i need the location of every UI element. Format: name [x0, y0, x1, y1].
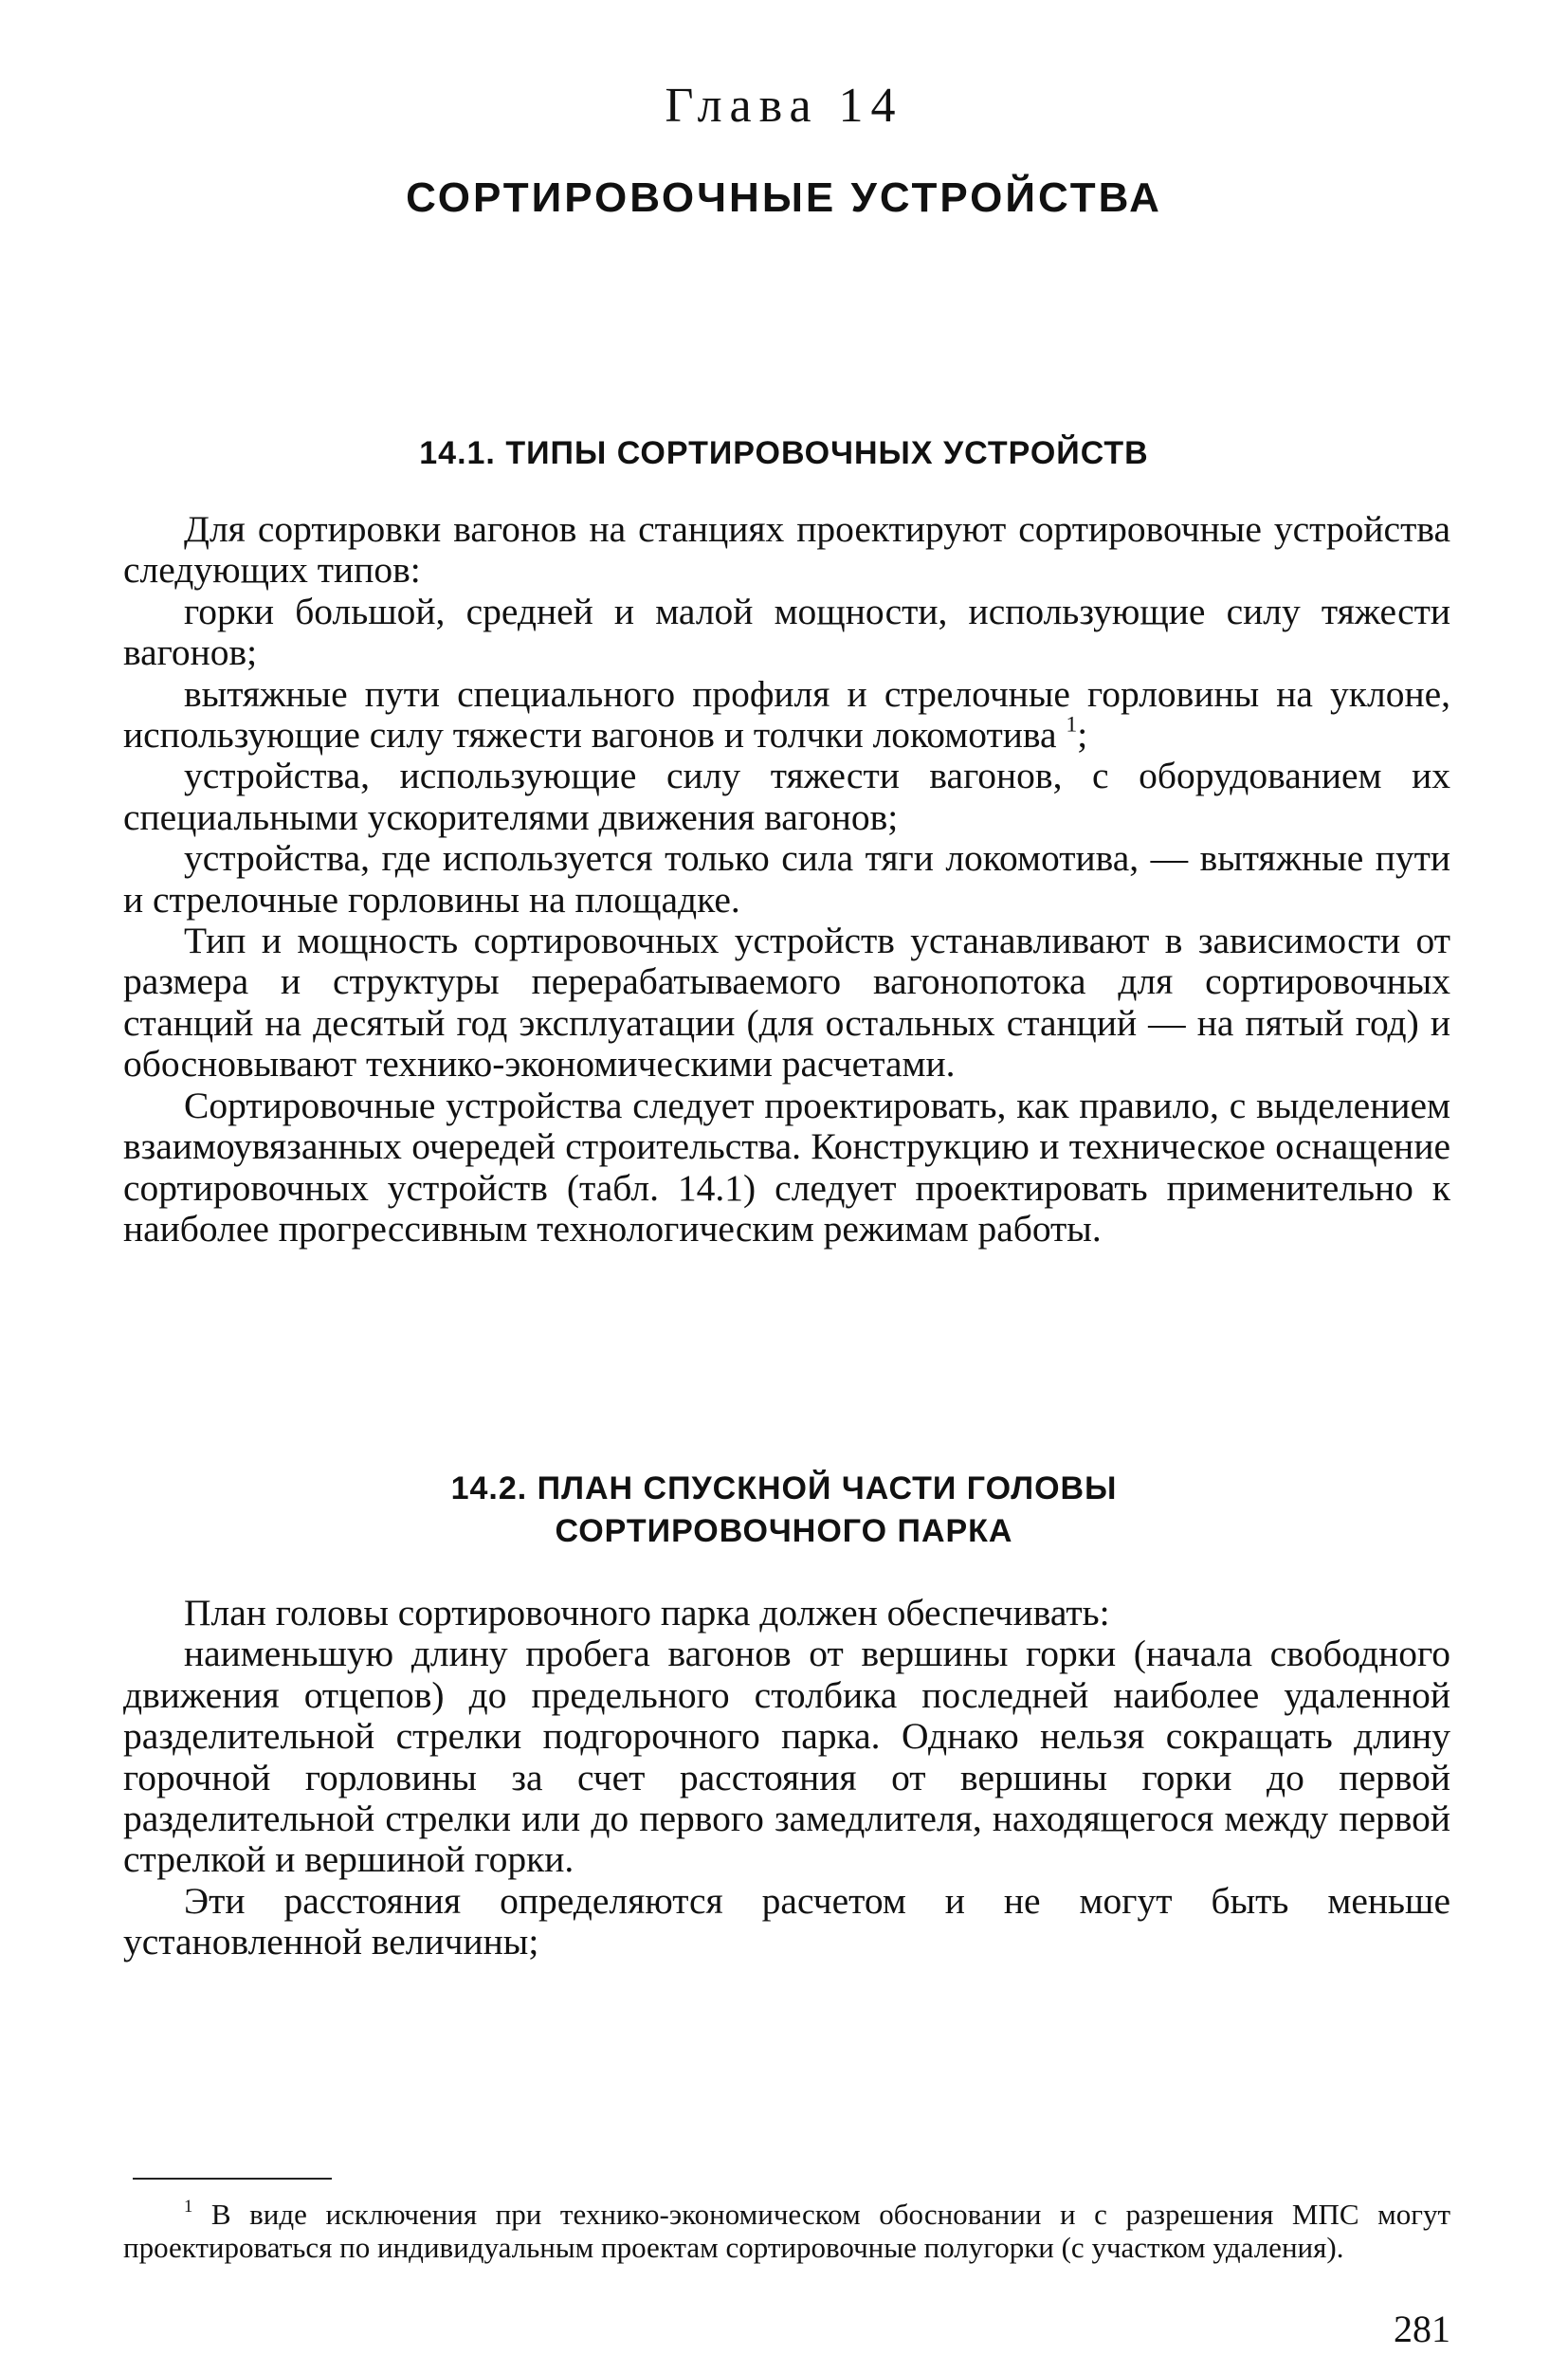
footnote-mark: 1: [1066, 712, 1078, 738]
section-14-2-body: [123, 1593, 1450, 1963]
paragraph: Эти расстояния определяются расчетом и не могут быть меньше установленной величины;: [123, 1879, 1450, 1963]
chapter-label: Глава 14: [665, 79, 903, 133]
footnote: [123, 2198, 1450, 2264]
paragraph: горки большой, средней и малой мощности, использующие силу тяжести вагонов;: [123, 590, 1450, 674]
footnote-divider: [133, 2178, 332, 2180]
section-heading-line: СОРТИРОВОЧНОГО ПАРКА: [555, 1513, 1013, 1549]
paragraph: устройства, где используется только сила тяги локомотива, — вытяжные пути и стрелочные горловины на площадке.: [123, 837, 1450, 921]
paragraph: План головы сортировочного парка должен обеспечивать:: [184, 1592, 1110, 1634]
paragraph-text: вытяжные пути специального профиля и стрелочные горловины на уклоне, использующие силу тяжести вагонов и толчки локомотива: [123, 672, 1450, 757]
section-heading-14-1: 14.1. ТИПЫ СОРТИРОВОЧНЫХ УСТРОЙСТВ: [419, 435, 1149, 471]
section-14-1-body: [123, 509, 1450, 1250]
punctuation: ;: [1077, 714, 1088, 757]
paragraph: [123, 674, 1450, 757]
page-number: 281: [1394, 2308, 1450, 2350]
paragraph: Тип и мощность сортировочных устройств устанавливают в зависимости от размера и структуры перерабатываемого вагонопотока для сортировочных станций на десятый год эксплуатации (для остальных станций — на пятый год) и обосновывают технико-экономическими расчетами.: [123, 920, 1450, 1086]
section-heading-line: 14.2. ПЛАН СПУСКНОЙ ЧАСТИ ГОЛОВЫ: [450, 1470, 1118, 1506]
paragraph: Сортировочные устройства следует проектировать, как правило, с выделением взаимоувязанных очередей строительства. Конструкцию и техническое оснащение сортировочных устройств (табл. 14.1) следует проектировать применительно к наиболее прогрессивным технологическим режимам работы.: [123, 1084, 1450, 1250]
footnote-number: 1: [184, 2196, 193, 2217]
paragraph: Для сортировки вагонов на станциях проектируют сортировочные устройства следующих типов:: [123, 508, 1450, 592]
footnote-text: В виде исключения при технико-экономическом обосновании и с разрешения МПС могут проектироваться по индивидуальным проектам сортировочные полугорки (с участком удаления).: [123, 2198, 1450, 2264]
paragraph: наименьшую длину пробега вагонов от вершины горки (начала свободного движения отцепов) до предельного столбика последней наиболее удаленной разделительной стрелки подгорочного парка. Однако нельзя сокращать длину горочной горловины за счет расстояния от вершины горки до первой разделительной стрелки или до первого замедлителя, находящегося между первой стрелкой и вершиной горки.: [123, 1633, 1450, 1881]
section-heading-14-2: [0, 1468, 1568, 1553]
paragraph: устройства, использующие силу тяжести вагонов, с оборудованием их специальными ускорителями движения вагонов;: [123, 755, 1450, 838]
chapter-title: СОРТИРОВОЧНЫЕ УСТРОЙСТВА: [406, 174, 1162, 221]
